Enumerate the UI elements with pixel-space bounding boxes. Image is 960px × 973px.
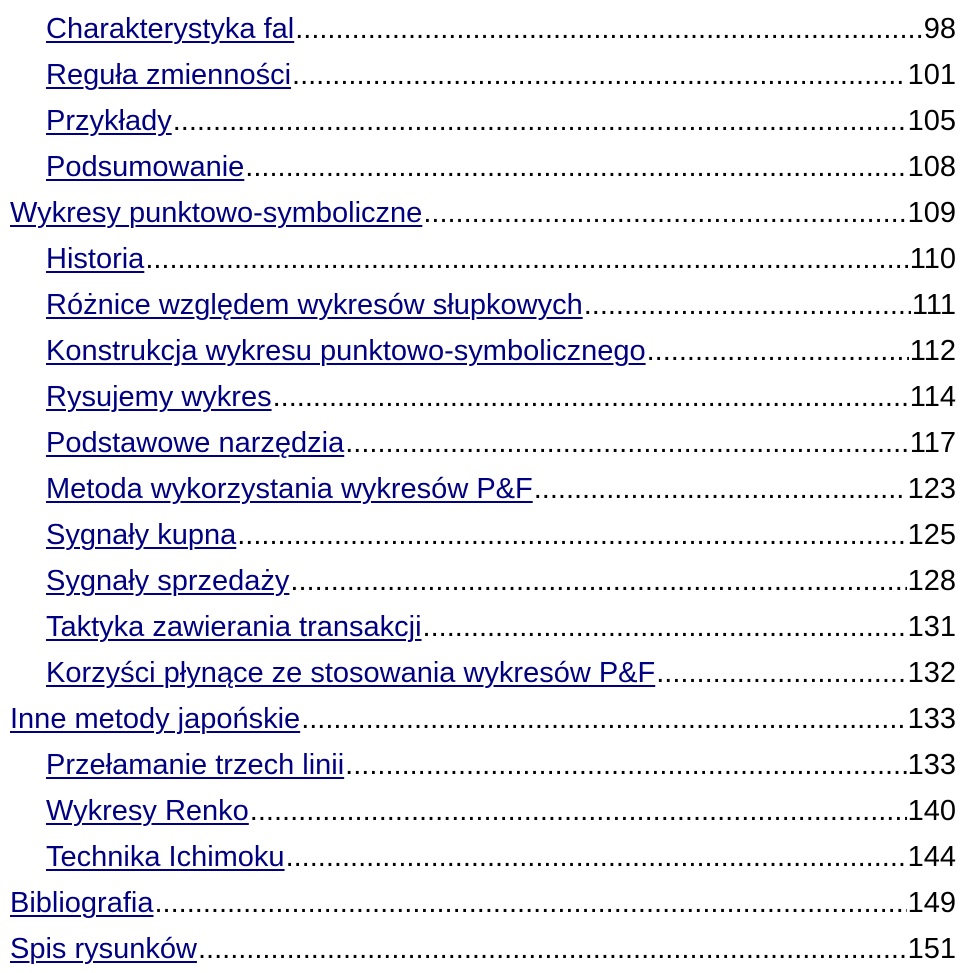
toc-entry <box>10 184 956 230</box>
toc-link[interactable]: Wykresy punktowo-symboliczne <box>10 197 423 229</box>
toc-page-number: 105 <box>907 105 956 137</box>
toc-entry <box>46 414 956 460</box>
toc-leader-dots <box>273 380 909 414</box>
toc-page-number: 132 <box>907 657 956 689</box>
toc-leader-dots <box>250 794 907 828</box>
toc-leader-dots <box>237 518 906 552</box>
toc-entry <box>46 276 956 322</box>
toc-leader-dots <box>534 472 907 506</box>
toc-entry <box>46 368 956 414</box>
toc-leader-dots <box>245 150 906 184</box>
toc-page-number: 149 <box>907 887 956 919</box>
toc-page-number: 140 <box>907 795 956 827</box>
toc-page-number: 114 <box>909 381 956 413</box>
toc-entry <box>46 598 956 644</box>
toc-entry <box>46 644 956 690</box>
toc-page-number: 125 <box>907 519 956 551</box>
toc-link[interactable]: Podstawowe narzędzia <box>46 427 345 459</box>
toc-leader-dots <box>292 58 907 92</box>
toc-entry <box>46 460 956 506</box>
toc-link[interactable]: Wykresy Renko <box>46 795 249 827</box>
toc-leader-dots <box>345 748 906 782</box>
toc-entry <box>10 920 956 966</box>
toc-link[interactable]: Przełamanie trzech linii <box>46 749 345 781</box>
toc-link[interactable]: Różnice względem wykresów słupkowych <box>46 289 583 321</box>
toc-link[interactable]: Taktyka zawierania transakcji <box>46 611 422 643</box>
toc-leader-dots <box>423 610 907 644</box>
toc-link[interactable]: Reguła zmienności <box>46 59 292 91</box>
toc-leader-dots <box>290 564 906 598</box>
toc-page-number: 131 <box>907 611 956 643</box>
toc-leader-dots <box>145 242 908 276</box>
toc-page-number: 112 <box>909 335 956 367</box>
toc-page-number: 109 <box>907 197 956 229</box>
toc-link[interactable]: Korzyści płynące ze stosowania wykresów P&F <box>46 657 656 689</box>
toc-link[interactable]: Technika Ichimoku <box>46 841 285 873</box>
toc-link[interactable]: Podsumowanie <box>46 151 245 183</box>
toc-entry <box>46 322 956 368</box>
toc-page-number: 98 <box>923 13 956 45</box>
toc-entry <box>46 552 956 598</box>
toc-leader-dots <box>656 656 906 690</box>
toc-link[interactable]: Spis rysunków <box>10 933 197 965</box>
toc-page-number: 117 <box>909 427 956 459</box>
toc-link[interactable]: Charakterystyka fal <box>46 13 295 45</box>
toc-entry <box>46 782 956 828</box>
toc-entry <box>46 828 956 874</box>
toc-link[interactable]: Sygnały sprzedaży <box>46 565 290 597</box>
toc-leader-dots <box>345 426 909 460</box>
toc-page-number: 111 <box>911 289 956 321</box>
toc-entry <box>10 690 956 736</box>
toc-page-number: 133 <box>907 749 956 781</box>
toc-page-number: 110 <box>909 243 956 275</box>
toc-entry <box>10 874 956 920</box>
toc-page-number: 128 <box>907 565 956 597</box>
toc-leader-dots <box>173 104 907 138</box>
toc-entry <box>46 0 956 46</box>
toc-leader-dots <box>295 12 923 46</box>
toc-leader-dots <box>286 840 907 874</box>
toc-link[interactable]: Inne metody japońskie <box>10 703 301 735</box>
toc-page-number: 108 <box>907 151 956 183</box>
toc-entry <box>46 46 956 92</box>
toc-page-number: 151 <box>907 933 956 965</box>
toc-link[interactable]: Rysujemy wykres <box>46 381 272 413</box>
toc-entry <box>46 230 956 276</box>
toc-leader-dots <box>198 932 907 966</box>
toc-link[interactable]: Sygnały kupna <box>46 519 237 551</box>
toc-entry <box>46 506 956 552</box>
toc-entry <box>46 92 956 138</box>
toc-leader-dots <box>423 196 906 230</box>
toc-page-number: 123 <box>907 473 956 505</box>
toc-link[interactable]: Metoda wykorzystania wykresów P&F <box>46 473 533 505</box>
toc-leader-dots <box>154 886 906 920</box>
toc-entry <box>46 736 956 782</box>
toc-leader-dots <box>301 702 906 736</box>
toc-leader-dots <box>647 334 909 368</box>
toc-page-number: 144 <box>907 841 956 873</box>
toc-link[interactable]: Bibliografia <box>10 887 154 919</box>
toc-link[interactable]: Historia <box>46 243 145 275</box>
toc-page-number: 133 <box>907 703 956 735</box>
toc-page-number: 101 <box>907 59 956 91</box>
toc-link[interactable]: Przykłady <box>46 105 172 137</box>
toc-entry <box>46 138 956 184</box>
toc-link[interactable]: Konstrukcja wykresu punktowo-symbolicznego <box>46 335 646 367</box>
toc-leader-dots <box>584 288 911 322</box>
